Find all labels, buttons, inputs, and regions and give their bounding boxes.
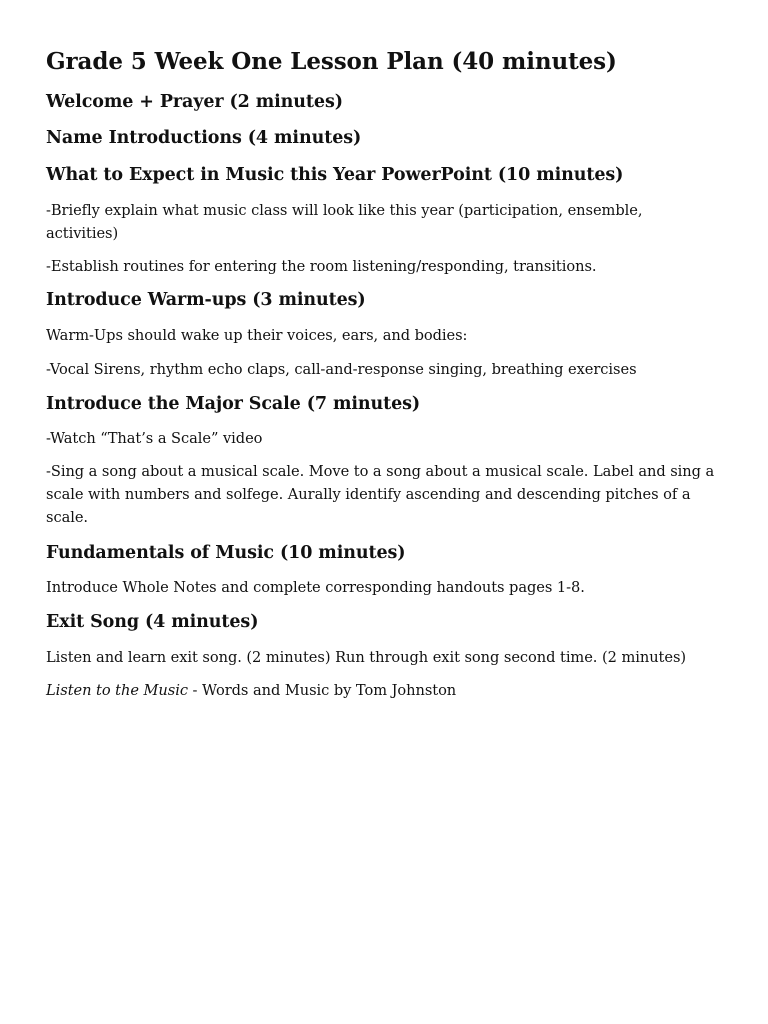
paragraph-watch-video: -Watch “That’s a Scale” video	[46, 430, 263, 447]
document-title: Grade 5 Week One Lesson Plan (40 minutes)	[46, 48, 617, 75]
section-heading-what-to-expect: What to Expect in Music this Year PowerPoint (10 minutes)	[46, 165, 624, 185]
paragraph-exit-song-instructions: Listen and learn exit song. (2 minutes) Run through exit song second time. (2 minutes)	[46, 649, 687, 666]
section-heading-major-scale: Introduce the Major Scale (7 minutes)	[46, 394, 421, 414]
paragraph-sing-scale: -Sing a song about a musical scale. Move to a song about a musical scale. Label and sing a scale with numbers and solfege. Aurally identify ascending and descending pitches of a scale.	[46, 463, 715, 526]
paragraph-whole-notes: Introduce Whole Notes and complete corresponding handouts pages 1-8.	[46, 579, 585, 596]
section-heading-welcome-prayer: Welcome + Prayer (2 minutes)	[46, 92, 343, 112]
section-heading-exit-song: Exit Song (4 minutes)	[46, 612, 259, 632]
section-heading-warm-ups: Introduce Warm-ups (3 minutes)	[46, 290, 366, 310]
song-byline: - Words and Music by Tom Johnston	[187, 682, 457, 699]
paragraph-warm-ups-purpose: Warm-Ups should wake up their voices, ears, and bodies:	[46, 327, 468, 344]
song-credit	[46, 679, 718, 702]
section-heading-fundamentals: Fundamentals of Music (10 minutes)	[46, 543, 406, 563]
song-title: Listen to the Music	[46, 682, 188, 699]
section-heading-name-introductions: Name Introductions (4 minutes)	[46, 128, 362, 148]
paragraph-explain-music-class: -Briefly explain what music class will look like this year (participation, ensemble, activities)	[46, 202, 643, 242]
paragraph-warm-up-activities: -Vocal Sirens, rhythm echo claps, call-and-response singing, breathing exercises	[46, 361, 637, 378]
paragraph-establish-routines: -Establish routines for entering the room listening/responding, transitions.	[46, 258, 597, 275]
